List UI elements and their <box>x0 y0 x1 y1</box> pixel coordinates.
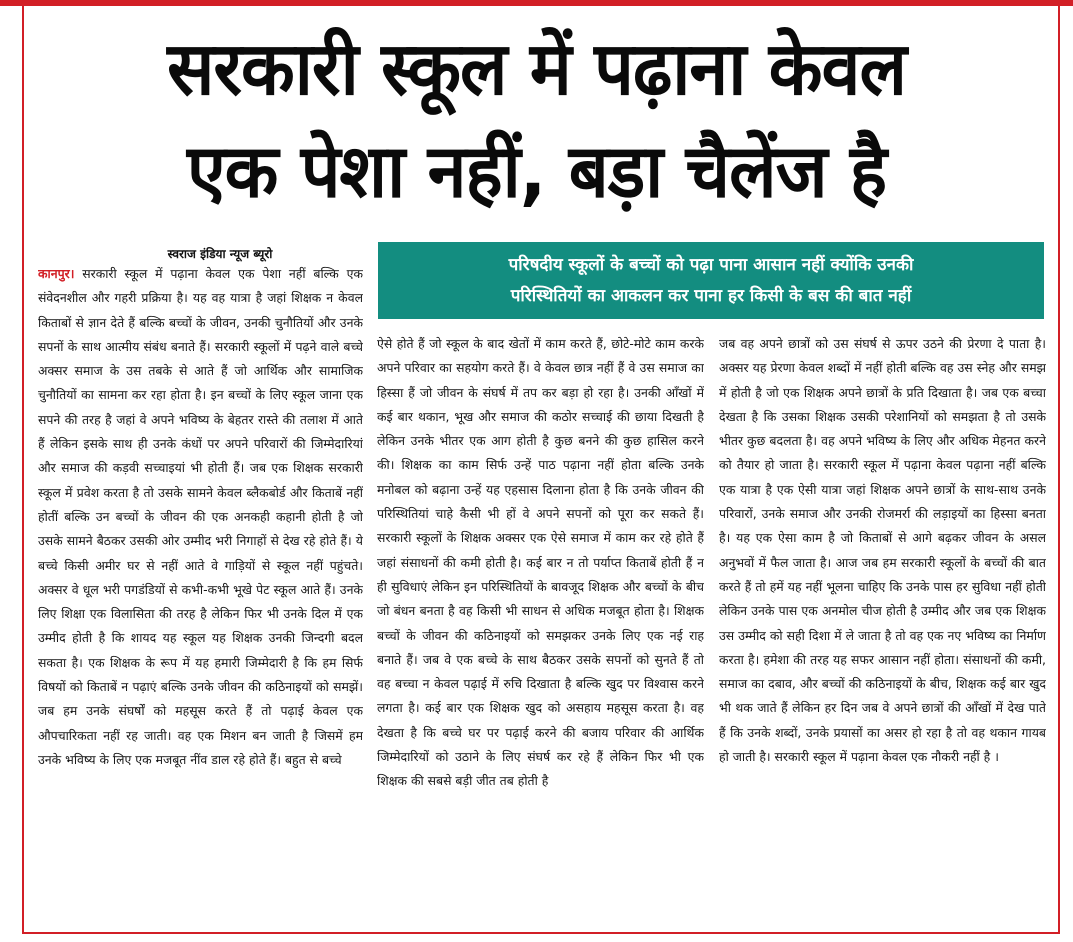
highlight-callout <box>378 242 1044 319</box>
callout-line-1: परिषदीय स्कूलों के बच्चों को पढ़ा पाना आसान नहीं क्योंकि उनकी <box>508 255 914 275</box>
column-2-text: ऐसे होते हैं जो स्कूल के बाद खेतों में काम करते हैं, छोटे-मोटे काम करके अपने परिवार का सहयोग करते हैं। वे केवल छात्र नहीं हैं वे उस समाज का हिस्सा हैं जो जीवन के संघर्ष में तप कर बड़ा हो रहा है। उनकी आँखों में कई बार थकान, भूख और समाज की कठोर सच्चाई की छाया दिखती है लेकिन उनके भीतर एक आग होती है कुछ बनने की कुछ हासिल करने की। शिक्षक का काम सिर्फ उन्हें पाठ पढ़ाना नहीं होता बल्कि उनके मनोबल को बढ़ाना उन्हें यह एहसास दिलाना होता है कि उनके जीवन की परिस्थितियां चाहे कैसी भी हों वे अपने सपनों को पूरा कर सकते हैं।सरकारी स्कूलों के शिक्षक अक्सर एक ऐसे समाज में काम कर रहे होते हैं जहां संसाधनों की कमी होती है। कई बार न तो पर्याप्त किताबें होती हैं न ही सुविधाएं लेकिन इन परिस्थितियों के बावजूद शिक्षक और बच्चों के बीच जो बंधन बनता है वह किसी भी साधन से अधिक मजबूत होता है। शिक्षक बच्चों के जीवन की कठिनाइयों को समझकर उनके लिए एक नई राह बनाते हैं। जब वे एक बच्चे के साथ बैठकर उसके सपनों को सुनते हैं तो वह बच्चा न केवल पढ़ाई में रुचि दिखाता है बल्कि खुद पर विश्वास करने लगता है। कई बार एक शिक्षक खुद को असहाय महसूस करता है। वह देखता है कि बच्चे घर पर पढ़ाई करने की बजाय परिवार की आर्थिक जिम्मेदारियों को उठाने के लिए संघर्ष कर रहे हैं लेकिन फिर भी एक शिक्षक की सबसे बड़ी जीत तब होती है <box>377 336 704 789</box>
headline <box>0 17 1073 223</box>
column-1-text: सरकारी स्कूल में पढ़ाना केवल एक पेशा नहीं बल्कि एक संवेदनशील और गहरी प्रक्रिया है। यह वह यात्रा है जहां शिक्षक न केवल किताबों से ज्ञान देते हैं बल्कि बच्चों के जीवन, उनकी चुनौतियों और उनके सपनों के साथ आत्मीय संबंध बनाते हैं। सरकारी स्कूलों में पढ़ने वाले बच्चे अक्सर समाज के उस तबके से आते हैं जो आर्थिक और सामाजिक चुनौतियों का सामना कर रहा होता है। इन बच्चों के लिए स्कूल जाना एक सपने की तरह है जहां वे अपने भविष्य के बेहतर रास्ते की तलाश में आते हैं लेकिन इसके साथ ही उनके कंधों पर अपने परिवारों की जिम्मेदारियां और समाज की कड़वी सच्चाइयां भी होती हैं। जब एक शिक्षक सरकारी स्कूल में प्रवेश करता है तो उसके सामने केवल ब्लैकबोर्ड और किताबें नहीं होतीं बल्कि उन बच्चों के जीवन की एक अनकही कहानी होती है जो उसके सामने बैठकर उसकी ओर उम्मीद भरी निगाहों से देख रहे होते हैं। ये बच्चे किसी अमीर घर से नहीं आते वे गाड़ियों से स्कूल नहीं पहुंचते। अक्सर वे धूल भरी पगडंडियों से कभी-कभी भूखे पेट स्कूल आते हैं। उनके लिए शिक्षा एक विलासिता की तरह है लेकिन फिर भी उनके दिल में एक उम्मीद होती है कि शायद यह स्कूल यह शिक्षक उनकी जिन्दगी बदल सकता है। एक शिक्षक के रूप में यह हमारी जिम्मेदारी है कि हम सिर्फ विषयों को किताबें न पढ़ाएं बल्कि उनके जीवन की कठिनाइयों को समझें। जब हम उनके संघर्षों को महसूस करते हैं तो पढ़ाई केवल एक औपचारिकता नहीं रह जाती। वह एक मिशन बन जाती है जिसमें हम उनके भविष्य के लिए एक मजबूत नींव डाल रहे होते हैं। बहुत से बच्चे <box>38 266 363 767</box>
column-3-text: जब वह अपने छात्रों को उस संघर्ष से ऊपर उठने की प्रेरणा दे पाता है। अक्सर यह प्रेरणा केवल शब्दों में नहीं होती बल्कि वह उस स्नेह और समझ में होती है जो एक शिक्षक अपने छात्रों के प्रति दिखाता है। जब एक बच्चा देखता है कि उसका शिक्षक उसकी परेशानियों को समझता है तो उसके भीतर कुछ बदलता है। वह अपने भविष्य के लिए और अधिक मेहनत करने को तैयार हो जाता है। सरकारी स्कूल में पढ़ाना केवल पढ़ाना नहीं बल्कि एक यात्रा है एक ऐसी यात्रा जहां शिक्षक अपने छात्रों के साथ-साथ उनके परिवारों, उनके समाज और उनकी रोजमर्रा की लड़ाइयों का हिस्सा बनता है। यह एक ऐसा काम है जो किताबों से आगे बढ़कर जीवन के असल अनुभवों में फैल जाता है। आज जब हम सरकारी स्कूलों के बच्चों की बात करते हैं तो हमें यह नहीं भूलना चाहिए कि उनके पास हर सुविधा नहीं होती लेकिन उनके पास एक अनमोल चीज होती है उम्मीद और जब एक शिक्षक उस उम्मीद को सही दिशा में ले जाता है तो वह एक नए भविष्य का निर्माण करता है। हमेशा की तरह यह सफर आसान नहीं होता। संसाधनों की कमी, समाज का दबाव, और बच्चों की कठिनाइयों के बीच, शिक्षक कई बार खुद भी थक जाते हैं लेकिन हर दिन जब वे अपने छात्रों की आँखों में देख पाते हैं कि उनके शब्दों, उनके प्रयासों का असर हो रहा है तो वह थकान गायब हो जाती है। सरकारी स्कूल में पढ़ाना केवल एक नौकरी नहीं है । <box>719 336 1046 765</box>
callout-line-2: परिस्थितियों का आकलन कर पाना हर किसी के बस की बात नहीं <box>510 286 912 306</box>
dateline: कानपुर। <box>38 266 75 281</box>
headline-line-1: सरकारी स्कूल में पढ़ाना केवल <box>167 25 906 112</box>
article-column-2 <box>377 332 704 932</box>
article-column-3 <box>719 332 1046 932</box>
byline: स्वराज इंडिया न्यूज ब्यूरो <box>167 247 273 261</box>
headline-line-2: एक पेशा नहीं, बड़ा चैलेंज है <box>186 128 887 215</box>
article-column-1 <box>38 262 363 932</box>
